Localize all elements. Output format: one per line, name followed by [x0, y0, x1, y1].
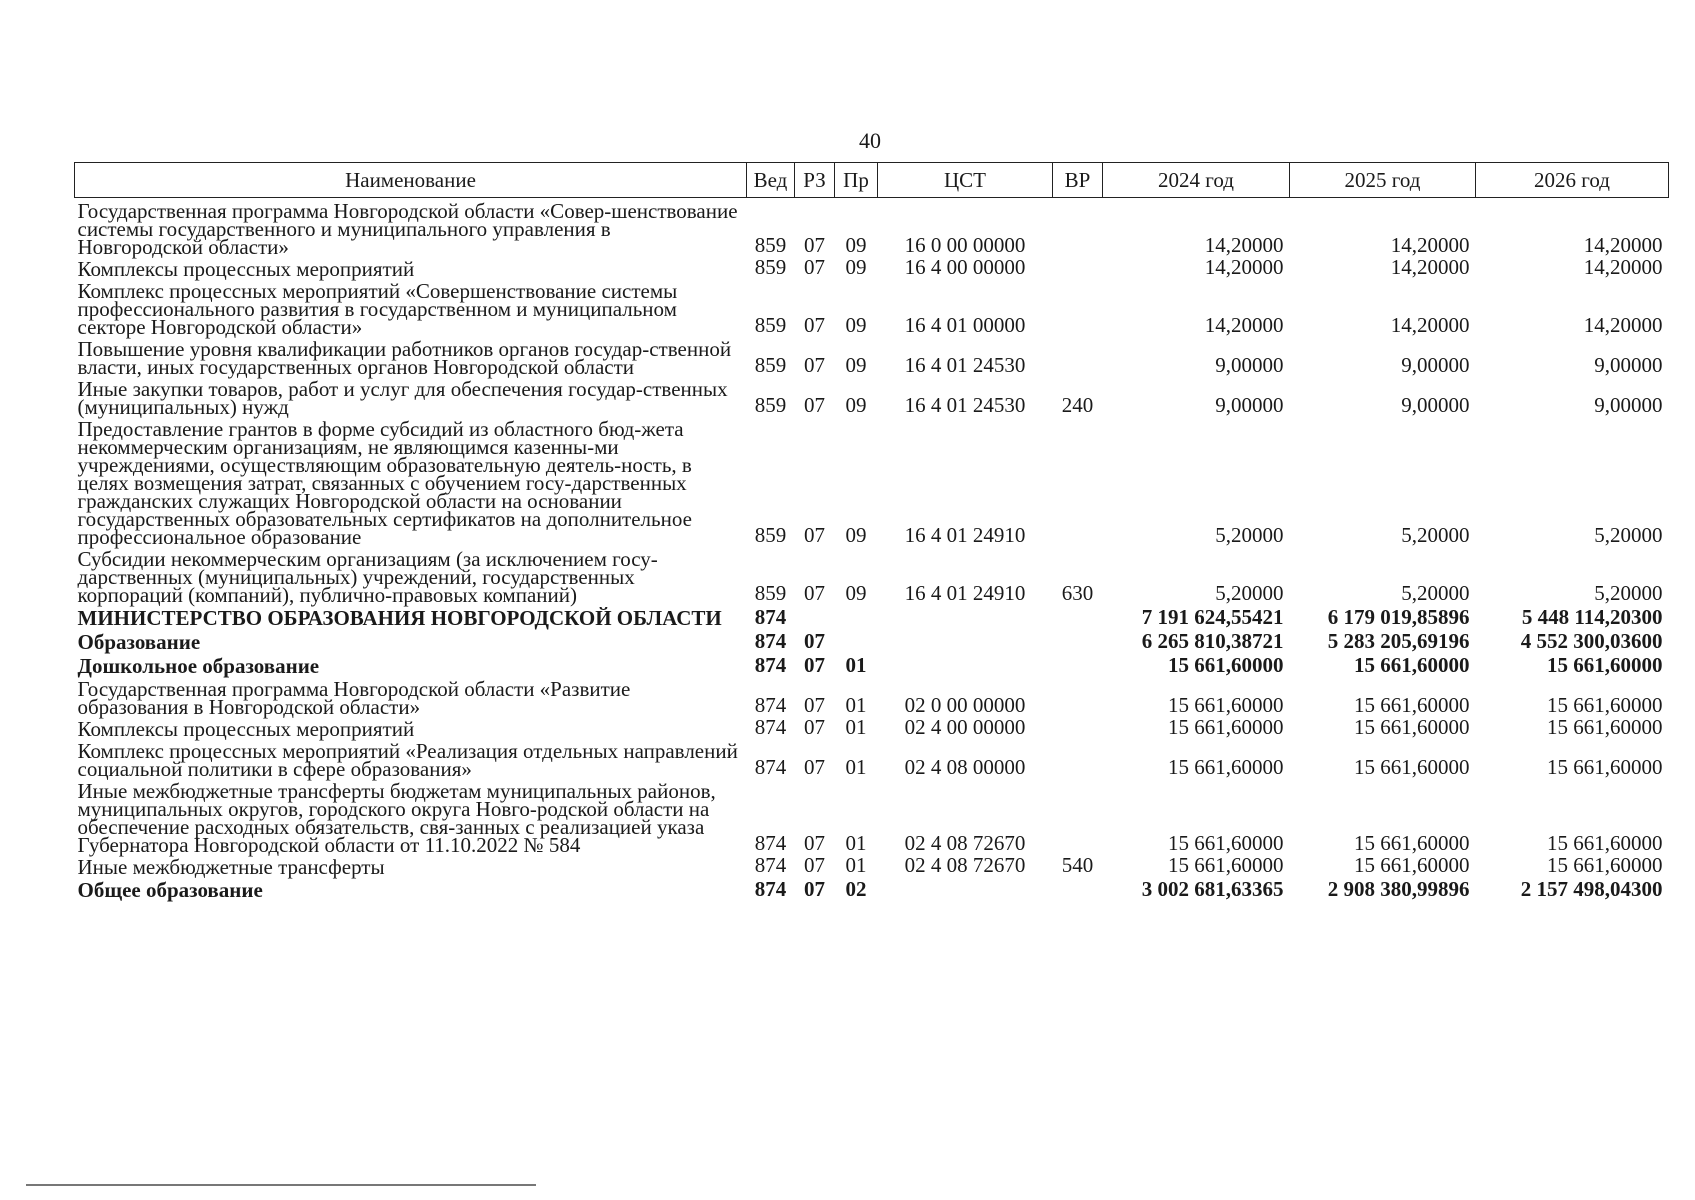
table-row [75, 546, 1669, 604]
row-pr: 01 [845, 755, 867, 779]
row-ved: 874 [754, 853, 787, 877]
table-row [75, 854, 1669, 876]
row-amount-2024: 14,20000 [1204, 313, 1284, 337]
row-amount-2025: 15 661,60000 [1354, 755, 1470, 779]
row-cst: 16 4 01 24530 [904, 393, 1026, 417]
row-amount-2026: 14,20000 [1583, 313, 1663, 337]
row-name: Дошкольное образование [77, 654, 320, 678]
table-row [75, 278, 1669, 336]
table-row [75, 652, 1669, 676]
row-pr [835, 604, 878, 628]
row-rz: 07 [804, 233, 825, 257]
header-2024: 2024 год [1103, 163, 1290, 198]
row-pr: 01 [845, 715, 867, 739]
row-vr [1053, 198, 1103, 257]
row-amount-2025: 15 661,60000 [1354, 653, 1470, 677]
row-vr: 540 [1061, 853, 1094, 877]
budget-table [74, 162, 1669, 900]
row-ved: 874 [754, 605, 787, 629]
table-row [75, 876, 1669, 900]
row-amount-2025: 6 179 019,85896 [1327, 605, 1470, 629]
row-rz: 07 [804, 353, 825, 377]
row-vr [1053, 336, 1103, 376]
row-ved: 859 [754, 233, 787, 257]
row-pr: 09 [845, 255, 867, 279]
table-row [75, 416, 1669, 546]
header-ved: Вед [747, 163, 795, 198]
row-cst: 16 4 01 24910 [904, 581, 1026, 605]
row-amount-2026: 9,00000 [1594, 353, 1663, 377]
row-amount-2026: 15 661,60000 [1547, 755, 1663, 779]
row-name: Субсидии некоммерческим организациям (за исключением госу-дарственных (муниципальных) учреждений, государственных корпораций (компаний), публично-правовых компаний) [77, 547, 658, 607]
row-ved: 859 [754, 393, 787, 417]
row-rz: 07 [804, 653, 825, 677]
row-name: Иные межбюджетные трансферты [77, 855, 385, 879]
row-name: МИНИСТЕРСТВО ОБРАЗОВАНИЯ НОВГОРОДСКОЙ ОБЛАСТИ [77, 606, 722, 630]
row-amount-2024: 6 265 810,38721 [1141, 629, 1284, 653]
row-amount-2024: 7 191 624,55421 [1141, 605, 1284, 629]
row-ved: 874 [754, 653, 787, 677]
row-amount-2024: 15 661,60000 [1168, 693, 1284, 717]
row-amount-2025: 5,20000 [1401, 523, 1470, 547]
row-name: Государственная программа Новгородской области «Развитие образования в Новгородской области» [77, 677, 631, 719]
row-vr [1053, 876, 1103, 900]
row-vr [1053, 778, 1103, 854]
row-vr [1053, 604, 1103, 628]
row-amount-2024: 15 661,60000 [1168, 853, 1284, 877]
row-ved: 859 [754, 255, 787, 279]
row-ved: 859 [754, 353, 787, 377]
row-amount-2024: 14,20000 [1204, 255, 1284, 279]
row-vr: 630 [1061, 581, 1094, 605]
row-amount-2025: 15 661,60000 [1354, 715, 1470, 739]
row-name: Предоставление грантов в форме субсидий из областного бюд-жета некоммерческим организациям, не являющимся казенны-ми учреждениями, осуществляющим образовательную деятель-ность, в целях возмещения затрат, связанных с обучением госу-дарственных гражданских служащих Новгородской области на основании государственных образовательных сертификатов на дополнительное профессиональное образование [77, 417, 692, 549]
row-ved: 874 [754, 877, 787, 901]
row-amount-2025: 14,20000 [1390, 233, 1470, 257]
row-ved: 874 [754, 629, 787, 653]
row-vr [1053, 738, 1103, 778]
row-cst [878, 604, 1053, 628]
row-amount-2025: 15 661,60000 [1354, 831, 1470, 855]
row-amount-2026: 15 661,60000 [1547, 693, 1663, 717]
row-name: Государственная программа Новгородской области «Совер-шенствование системы государственного и муниципального управления в Новгородской области» [77, 199, 738, 259]
table-row [75, 198, 1669, 257]
row-amount-2024: 15 661,60000 [1168, 831, 1284, 855]
row-cst: 02 0 00 00000 [904, 693, 1026, 717]
row-amount-2024: 9,00000 [1215, 393, 1284, 417]
row-ved: 859 [754, 523, 787, 547]
row-vr [1053, 256, 1103, 278]
row-amount-2025: 15 661,60000 [1354, 693, 1470, 717]
row-amount-2024: 14,20000 [1204, 233, 1284, 257]
row-amount-2026: 9,00000 [1594, 393, 1663, 417]
row-amount-2026: 5,20000 [1594, 523, 1663, 547]
row-cst: 16 0 00 00000 [904, 233, 1026, 257]
row-amount-2025: 2 908 380,99896 [1327, 877, 1470, 901]
row-vr [1053, 628, 1103, 652]
table-row [75, 336, 1669, 376]
table-row [75, 256, 1669, 278]
row-rz: 07 [804, 853, 825, 877]
row-amount-2024: 9,00000 [1215, 353, 1284, 377]
row-pr [835, 628, 878, 652]
row-vr [1053, 416, 1103, 546]
row-pr: 09 [845, 313, 867, 337]
row-amount-2026: 15 661,60000 [1547, 831, 1663, 855]
row-amount-2024: 15 661,60000 [1168, 755, 1284, 779]
row-amount-2024: 15 661,60000 [1168, 653, 1284, 677]
row-cst: 02 4 08 00000 [904, 755, 1026, 779]
row-pr: 09 [845, 353, 867, 377]
header-name: Наименование [75, 163, 747, 198]
row-cst: 02 4 00 00000 [904, 715, 1026, 739]
row-rz: 07 [804, 255, 825, 279]
footer-rule [26, 1184, 536, 1186]
header-2025: 2025 год [1290, 163, 1476, 198]
row-amount-2026: 14,20000 [1583, 255, 1663, 279]
row-amount-2026: 5 448 114,20300 [1521, 605, 1663, 629]
row-vr [1053, 716, 1103, 738]
row-name: Комплекс процессных мероприятий «Реализация отдельных направлений социальной политики в сфере образования» [77, 739, 738, 781]
table-row [75, 738, 1669, 778]
row-vr: 240 [1061, 393, 1094, 417]
row-pr: 09 [845, 523, 867, 547]
row-amount-2026: 4 552 300,03600 [1520, 629, 1663, 653]
row-amount-2024: 15 661,60000 [1168, 715, 1284, 739]
row-rz: 07 [804, 755, 825, 779]
row-rz: 07 [804, 831, 825, 855]
row-amount-2025: 5,20000 [1401, 581, 1470, 605]
row-ved: 874 [754, 831, 787, 855]
row-ved: 859 [754, 313, 787, 337]
row-amount-2025: 9,00000 [1401, 353, 1470, 377]
row-amount-2025: 14,20000 [1390, 313, 1470, 337]
row-amount-2024: 5,20000 [1215, 523, 1284, 547]
row-pr: 09 [845, 393, 867, 417]
row-cst [878, 876, 1053, 900]
row-amount-2024: 3 002 681,63365 [1141, 877, 1284, 901]
row-cst: 02 4 08 72670 [904, 831, 1026, 855]
table-row [75, 676, 1669, 716]
row-vr [1053, 278, 1103, 336]
row-ved: 874 [754, 755, 787, 779]
row-amount-2025: 14,20000 [1390, 255, 1470, 279]
row-rz: 07 [804, 877, 825, 901]
row-amount-2025: 15 661,60000 [1354, 853, 1470, 877]
table-row [75, 376, 1669, 416]
row-amount-2026: 14,20000 [1583, 233, 1663, 257]
row-pr: 02 [845, 877, 867, 901]
row-rz: 07 [804, 581, 825, 605]
row-amount-2026: 15 661,60000 [1547, 853, 1663, 877]
header-cst: ЦСТ [878, 163, 1053, 198]
table-row [75, 604, 1669, 628]
row-amount-2024: 5,20000 [1215, 581, 1284, 605]
table-row [75, 716, 1669, 738]
row-rz: 07 [804, 523, 825, 547]
row-amount-2026: 15 661,60000 [1547, 715, 1663, 739]
table-header-row [75, 163, 1669, 198]
row-pr: 01 [845, 653, 867, 677]
row-amount-2026: 5,20000 [1594, 581, 1663, 605]
row-ved: 874 [754, 715, 787, 739]
row-amount-2026: 2 157 498,04300 [1520, 877, 1663, 901]
row-cst: 02 4 08 72670 [904, 853, 1026, 877]
row-rz: 07 [804, 693, 825, 717]
row-cst [878, 628, 1053, 652]
row-name: Комплекс процессных мероприятий «Совершенствование системы профессионального развития в государственном и муниципальном секторе Новгородской области» [77, 279, 678, 339]
row-ved: 874 [754, 693, 787, 717]
row-cst: 16 4 01 24910 [904, 523, 1026, 547]
row-pr: 01 [845, 831, 867, 855]
header-rz: РЗ [795, 163, 835, 198]
row-cst: 16 4 01 24530 [904, 353, 1026, 377]
row-amount-2025: 5 283 205,69196 [1327, 629, 1470, 653]
row-vr [1053, 652, 1103, 676]
row-rz: 07 [804, 629, 825, 653]
row-cst: 16 4 01 00000 [904, 313, 1026, 337]
row-ved: 859 [754, 581, 787, 605]
row-amount-2025: 9,00000 [1401, 393, 1470, 417]
table-row [75, 628, 1669, 652]
table-body [75, 198, 1669, 901]
row-pr: 01 [845, 693, 867, 717]
row-rz: 07 [804, 313, 825, 337]
row-rz [795, 604, 835, 628]
row-name: Образование [77, 630, 201, 654]
header-vr: ВР [1053, 163, 1103, 198]
row-name: Повышение уровня квалификации работников органов государ-ственной власти, иных государственных органов Новгородской области [77, 337, 732, 379]
row-name: Комплексы процессных мероприятий [77, 257, 415, 281]
row-vr [1053, 676, 1103, 716]
row-rz: 07 [804, 393, 825, 417]
row-cst: 16 4 00 00000 [904, 255, 1026, 279]
row-name: Иные закупки товаров, работ и услуг для обеспечения государ-ственных (муниципальных) нужд [77, 377, 728, 419]
table-row [75, 778, 1669, 854]
row-cst [878, 652, 1053, 676]
row-name: Иные межбюджетные трансферты бюджетам муниципальных районов, муниципальных округов, городского округа Новго-родской области на обеспечение расходных обязательств, свя-занных с реализацией указа Губернатора Новгородской области от 11.10.2022 № 584 [77, 779, 716, 857]
row-pr: 09 [845, 233, 867, 257]
row-pr: 09 [845, 581, 867, 605]
row-pr: 01 [845, 853, 867, 877]
row-name: Комплексы процессных мероприятий [77, 717, 415, 741]
row-name: Общее образование [77, 878, 263, 902]
row-rz: 07 [804, 715, 825, 739]
page-number: 40 [859, 128, 881, 153]
header-2026: 2026 год [1476, 163, 1669, 198]
header-pr: Пр [835, 163, 878, 198]
row-amount-2026: 15 661,60000 [1547, 653, 1663, 677]
